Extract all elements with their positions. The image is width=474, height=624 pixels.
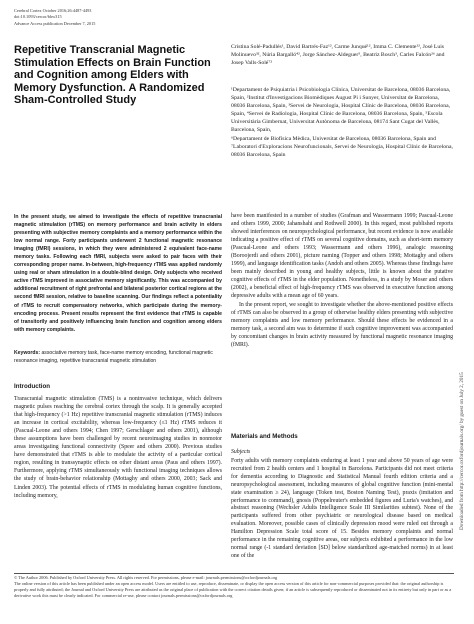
section-heading-methods: Materials and Methods [231,433,298,440]
paragraph: Transcranial magnetic stimulation (TMS) is a noninvasive technique, which delivers magnetic pulses reaching the cerebral cortex through the scalp. It is generally accepted that high-frequency (>1 Hz) repetitive transcranial magnetic stimulation (rTMS) induces an increase in cortical excitability, whereas low-frequency (≤1 Hz) rTMS reduces it (Pascual-Leone and others 1994; Chen 1997; Gerschlager and others 2001), although these assumptions have been challenged by recent neuroimaging studies in nonmotor areas investigating functional connectivity (Speer and others 2000). Previous studies have demonstrated that rTMS is able to modulate the activity of a particular cortical region, resulting in transsynaptic effects on other distant areas (Paus and others 1997). Furthermore, applying rTMS simultaneously with functional imaging techniques allows the study of brain-behavior relationship (Mottaghy and others 2000, 2003; Sack and Linden 2003). The potential effects of rTMS in modulating human cognitive functions, including memory, [14,396,222,499]
journal-header [14,8,95,27]
paragraph: In the present report, we sought to investigate whether the above-mentioned positive effects of rTMS can also be observed in a group of otherwise healthy elders presenting with subjective memory complaints and low memory performance. Should these effects be evidenced in a memory task, a second aim was to determine if such cognitive improvement was accompanied by concomitant changes in brain activity measured by functional magnetic resonance imaging (fMRI). [231,301,453,348]
journal-header-line: Advance Access publication December 7, 2015 [14,20,96,26]
footer-notice [14,575,454,598]
copyright-line: © The Author 2006. Published by Oxford University Press. All rights reserved. For permissions, please e-mail: journals.permissions@oxfordjournals.org [14,575,278,580]
author-list: Cristina Solé-Padullés¹, David Bartrés-Faz¹², Carme Junqué¹², Imma C. Clemente¹², José Luis Molinuevo³², Núria Bargalló⁴², Jorge Sánchez-Aldeguer⁵, Beatriz Bosch³, Carles Falcón²⁶ and Josep Valls-Solé⁷² [231,44,445,67]
affiliations [231,86,453,159]
subsection-heading-subjects: Subjects [231,449,251,455]
subjects-text: Forty adults with memory complaints enduring at least 1 year and above 50 years of age were recruited from 2 health centers and 1 hospital in Barcelona. Participants did not meet criteria for dementia according to Diagnostic and Statistical Manual fourth edition criteria and a neuropsychological assessment, including measures of global cognitive function (mini-mental state examination ≥ 24), language (Token test, Boston Naming Test), praxis (imitation and performance to command), gnosis (Poppelreuter's embedded figures and Luria's watches), and abstract reasoning (Wechsler Adults Intelligence Scale III Similarities subtest). None of the participants suffered from other psychiatric or neurological disease based on medical evaluation. Moreover, possible cases of clinically depression mood were ruled out through a Hamilton Depression Scale total score of 15. Besides memory complaints and normal performance in the remaining cognitive areas, our subjects exhibited a performance in the low normal range (-1 standard deviation [SD] below standardized age-matched norms) in at least one of the [231,458,453,559]
keywords [14,349,222,365]
paragraph: have been manifested in a number of studies (Grafman and Wassermann 1999; Pascual-Leone and others 1999, 2000; Jahanshahi and Rothwell 2000). In this regard, most published reports showed interferences on neuropsychological performance, but recent evidence is now available indicating a positive effect of rTMS on several cognitive domains, such as short-term memory (Pascual-Leone and others 1993; Wassermann and others 1996), analogic reasoning (Boroojerdi and others 2001), picture naming (Topper and others 1998; Mottaghy and others 1999), and language identification tasks (Andoh and others 2005). Whereas these findings have been mainly described in young and healthy subjects, little is known about the putative cognitive effects of rTMS in the elder population. Nonetheless, in a study by Moser and others (2002), a beneficial effect of high-frequency rTMS was observed in executive function among depressive adults with a mean age of 60 years. [231,213,453,300]
introduction-body [14,395,222,500]
keywords-label: Keywords: [14,350,41,356]
affiliation-block: ¹Departament de Psiquiatria i Psicobiologia Clínica, Universitat de Barcelona, 08036 Barcelona, Spain, ²Institut d'Investigacions Biomèdiques August Pi i Sunyer, Universitat de Barcelona, 08036 Barcelona, Spain, ³Servei de Neurologia, Hospital Clínic de Barcelona, 08036 Barcelona, Spain, ⁴Servei de Radiologia, Hospital Clínic de Barcelona, 08036 Barcelona, Spain, ⁵Escola Universitària Gimbernat, Universitat Autònoma de Barcelona, 08174 Sant Cugat del Vallès, Barcelona, Spain, [231,87,451,134]
journal-header-line: doi:10.1093/cercor/bhw315 [14,14,62,20]
download-watermark: Downloaded from http://cercor.oxfordjournals.org/ by guest on July 2, 2015 [459,372,465,530]
license-text: The online version of this article has been published under an open access model. Users are entitled to use, reproduce, disseminate, or display the open access version of this article for non-commercial purposes provided that: the original authorship is properly and fully attributed; the Journal and Oxford University Press are attributed as the original place of publication with the correct citation details given; if an article is subsequently reproduced or disseminated not in its entirety but only in part or as a derivative work this must be clearly indicated. For commercial re-use, please contact journals.permissions@oxfordjournals.org [14,580,452,598]
affiliation-block: ⁶Departament de Biofísica Mèdica, Universitat de Barcelona, 08036 Barcelona, Spain and ⁷Laboratori d'Exploracions Neurofuncionals, Servei de Neurologia, Hospital Clínic de Barcelona, 08036 Barcelona, Spain [231,135,453,158]
right-column-body [231,212,453,349]
section-heading-introduction: Introduction [14,383,51,390]
abstract: In the present study, we aimed to investigate the effects of repetitive transcranial magnetic stimulation (rTMS) on memory performance and brain activity in elders presenting with subjective memory complaints and a memory performance within the low normal range. Forty participants underwent 2 functional magnetic resonance imaging (fMRI) sessions, in which they were administered 2 equivalent face-name memory tasks. Following each fMRI, subjects were asked to pair faces with their corresponding proper name. In-between, high-frequency rTMS was applied randomly using real or sham stimulation in a double-blind design. Only subjects who received active rTMS improved in associative memory significantly. This was accompanied by additional recruitment of right prefrontal and bilateral posterior cortical regions at the second fMRI session, relative to baseline scanning. Our findings reflect a potentiality of rTMS to recruit compensatory networks, which participate during the memory-encoding process. Present results represent the first evidence that rTMS is capable of transitorily and positively influencing brain function and cognition among elders with memory complaints. [14,214,222,333]
footer-divider [14,573,454,574]
article-title: Repetitive Transcranial Magnetic Stimulation Effects on Brain Function and Cognition among Elders with Memory Dysfunction. A Randomized Sham-Controlled Study [14,44,211,107]
journal-header-line: Cerebral Cortex October 2016;26:4487-4493 [14,8,92,13]
keywords-text: associative memory task, face-name memory encoding, functional magnetic resonance imaging, repetitive transcranial magnetic stimulation [14,350,213,364]
